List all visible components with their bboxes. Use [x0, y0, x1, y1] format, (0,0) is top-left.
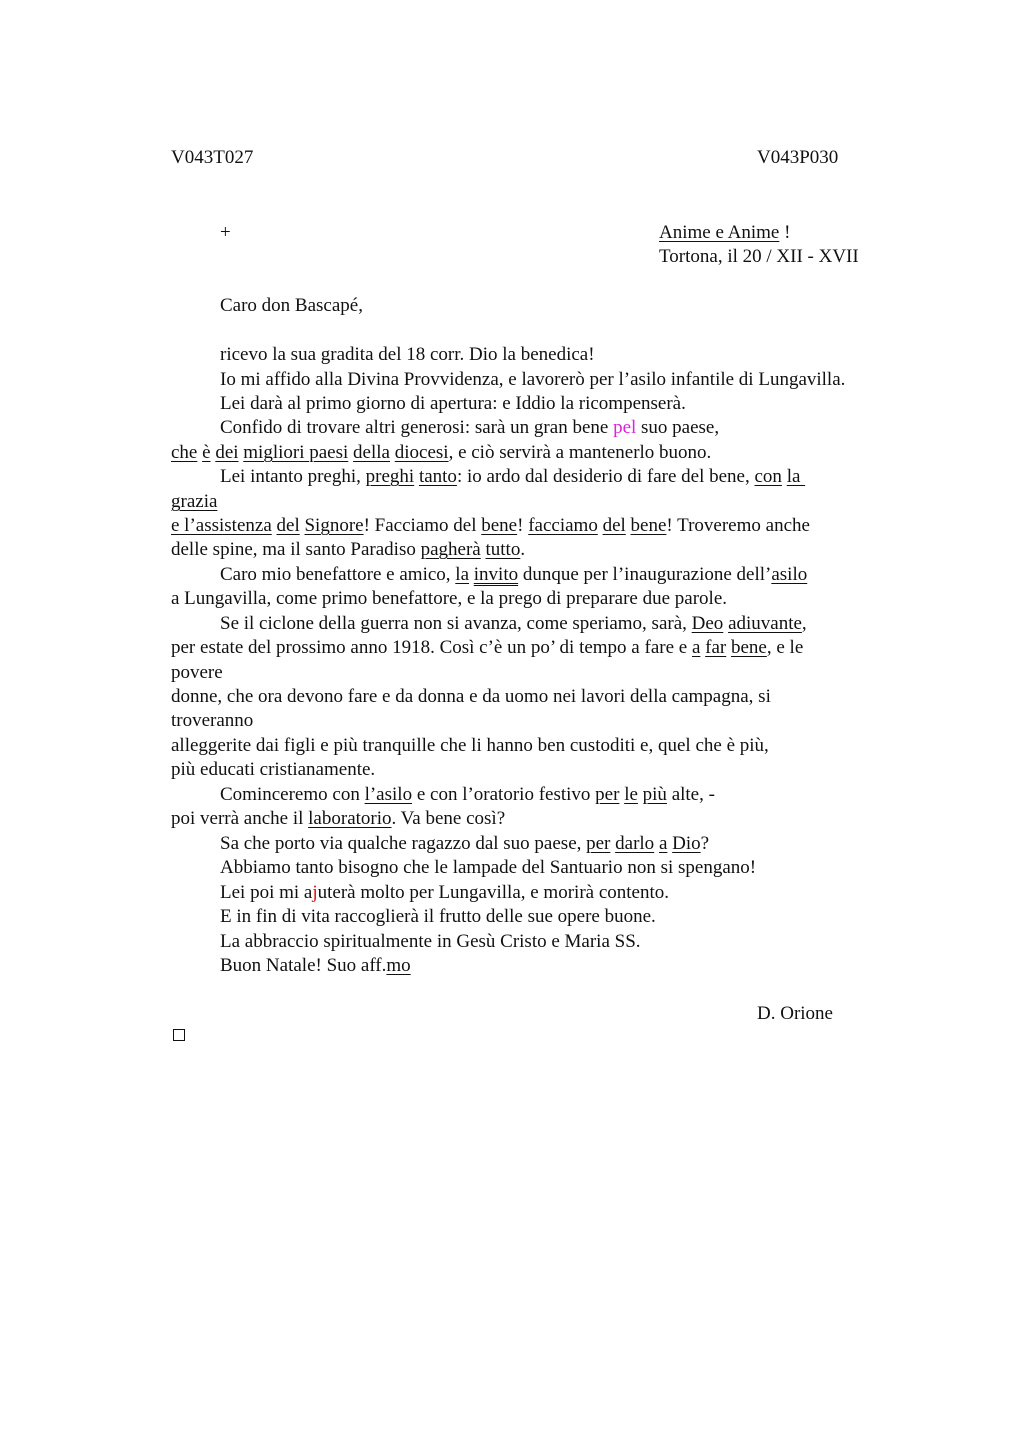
body-line: alleggerite dai figli e più tranquille che li hanno ben custoditi e, quel che è più, [171, 735, 769, 756]
checkbox-square-icon [173, 1029, 185, 1041]
body-line: Lei darà al primo giorno di apertura: e Iddio la ricompenserà. [220, 393, 686, 414]
highlight-j: j [312, 882, 318, 903]
body-line: E in fin di vita raccoglierà il frutto delle sue opere buone. [220, 906, 656, 927]
body-line: Se il ciclone della guerra non si avanza, come speriamo, sarà, Deo adiuvante, [220, 613, 807, 634]
body-line: donne, che ora devono fare e da donna e da uomo nei lavori della campagna, si [171, 686, 771, 707]
body-line: povere [171, 662, 223, 683]
place-date: Tortona, il 20 / XII - XVII [659, 246, 859, 267]
cross-mark: + [220, 222, 231, 243]
signature: D. Orione [757, 1003, 833, 1024]
salutation: Caro don Bascapé, [220, 295, 363, 316]
body-line: e l’assistenza del Signore! Facciamo del bene! facciamo del bene! Troveremo anche [171, 515, 810, 536]
body-line: ricevo la sua gradita del 18 corr. Dio la benedica! [220, 344, 595, 365]
body-line: Cominceremo con l’asilo e con l’oratorio festivo per le più alte, - [220, 784, 715, 805]
body-line: Buon Natale! Suo aff.mo [220, 955, 411, 976]
header-right-code: V043P030 [757, 147, 839, 168]
header-left-code: V043T027 [171, 147, 254, 168]
body-line: poi verrà anche il laboratorio. Va bene così? [171, 808, 506, 829]
body-line: grazia [171, 491, 218, 512]
motto-suffix: ! [779, 222, 791, 243]
body-line: Lei poi mi ajuterà molto per Lungavilla, e morirà contento. [220, 882, 670, 903]
body-line: Io mi affido alla Divina Provvidenza, e lavorerò per l’asilo infantile di Lungavilla. [220, 369, 846, 390]
body-line: per estate del prossimo anno 1918. Così c’è un po’ di tempo a fare e a far bene, e le [171, 637, 804, 658]
body-line: Sa che porto via qualche ragazzo dal suo paese, per darlo a Dio? [220, 833, 710, 854]
body-line: più educati cristianamente. [171, 759, 376, 780]
body-line: Lei intanto preghi, preghi tanto: io ardo dal desiderio di fare del bene, con la [220, 466, 806, 487]
body-line: Abbiamo tanto bisogno che le lampade del Santuario non si spengano! [220, 857, 757, 878]
body-line: Confido di trovare altri generosi: sarà un gran bene pel suo paese, [220, 417, 720, 438]
body-line: La abbraccio spiritualmente in Gesù Cristo e Maria SS. [220, 931, 641, 952]
highlight-pel: pel [613, 417, 637, 438]
motto-text: Anime e Anime [659, 222, 780, 243]
body-line: che è dei migliori paesi della diocesi, e ciò servirà a mantenerlo buono. [171, 442, 712, 463]
body-line: a Lungavilla, come primo benefattore, e la prego di preparare due parole. [171, 588, 728, 609]
body-line: troveranno [171, 710, 254, 731]
body-line: Caro mio benefattore e amico, la invito dunque per l’inaugurazione dell’asilo [220, 564, 808, 585]
letterhead-motto [659, 222, 790, 244]
body-line: delle spine, ma il santo Paradiso pagherà tutto. [171, 539, 526, 560]
